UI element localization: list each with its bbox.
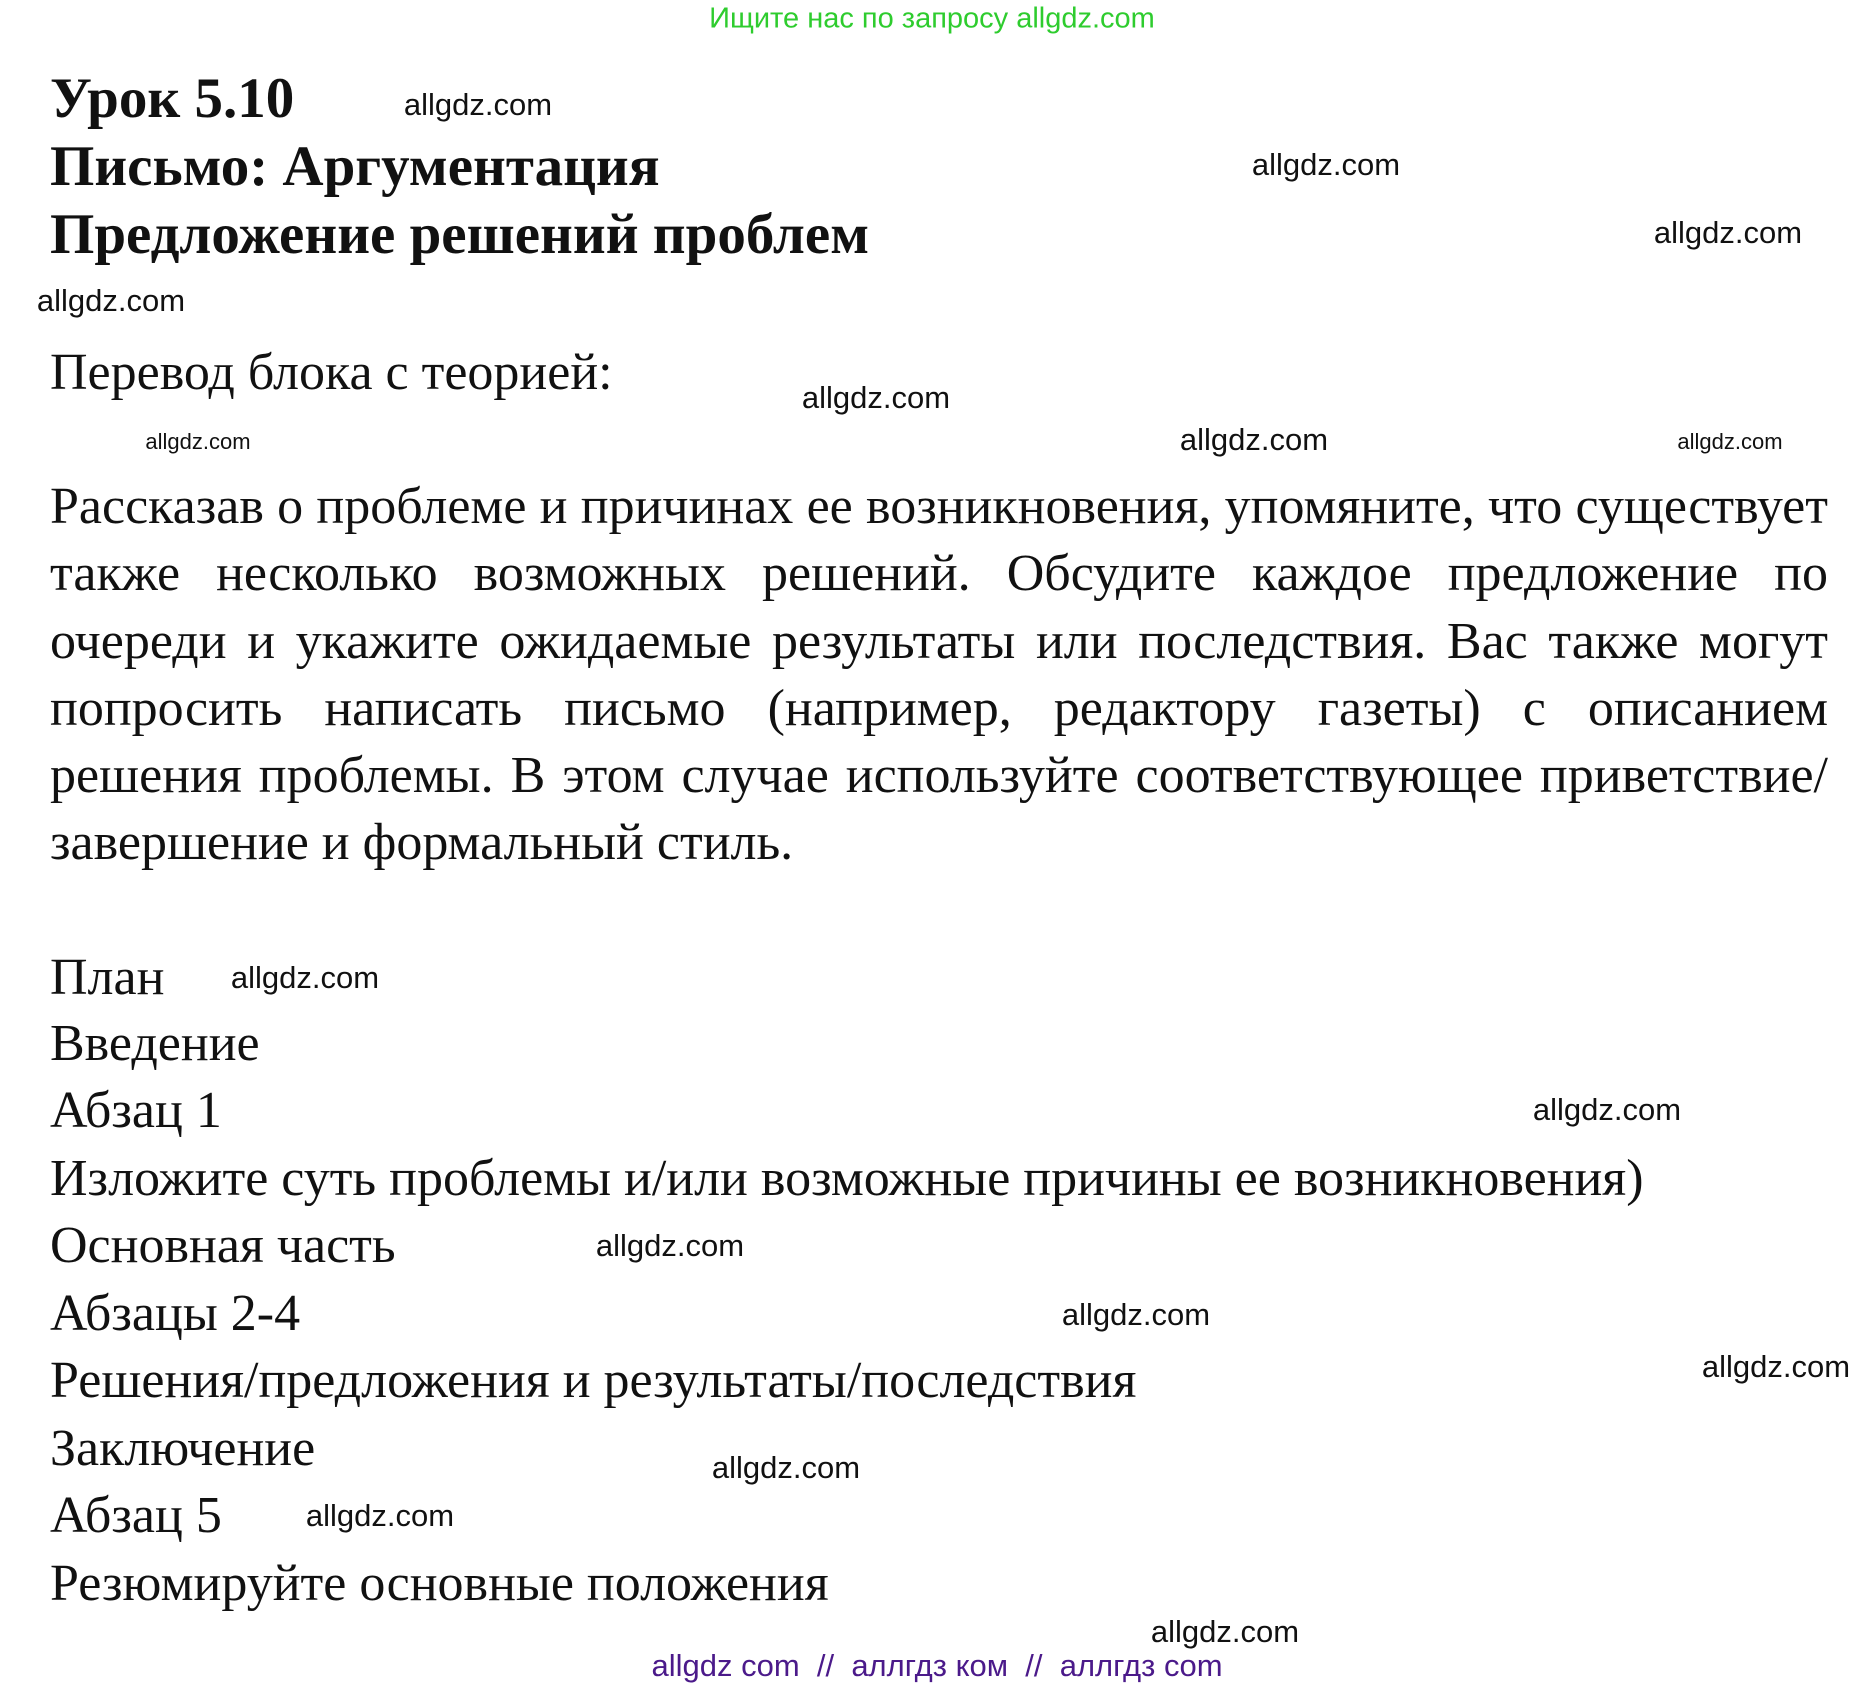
watermark: allgdz.com bbox=[1677, 429, 1783, 454]
watermark: allgdz.com bbox=[595, 1228, 745, 1263]
plan-item: Абзац 1 bbox=[50, 1082, 222, 1139]
plan-item: Введение bbox=[50, 1015, 260, 1072]
lesson-title: Урок 5.10 bbox=[50, 67, 295, 130]
watermark: allgdz.com bbox=[36, 283, 186, 318]
watermark: allgdz.com bbox=[801, 380, 951, 415]
footer-watermark: allgdz com // аллгдз ком // аллгдз com bbox=[651, 1648, 1223, 1683]
watermark: allgdz.com bbox=[1061, 1297, 1211, 1332]
topic-title: Письмо: Аргументация bbox=[50, 135, 660, 198]
search-banner: Ищите нас по запросу allgdz.com bbox=[709, 2, 1155, 35]
theory-paragraph: Рассказав о проблеме и причинах ее возникновения, упомяните, что существует также несколько возможных решений. Обсудите каждое предложение по очереди и укажите ожидаемые результаты или последствия. Вас также могут попросить написать письмо (например, редактору газеты) с описанием решения проблемы. В этом случае используйте соответствующее приветствие/завершение и формальный стиль. bbox=[50, 478, 1828, 872]
plan-item: Решения/предложения и результаты/последствия bbox=[50, 1352, 1137, 1409]
plan-title: План bbox=[50, 949, 165, 1006]
watermark: allgdz.com bbox=[711, 1450, 861, 1485]
plan-item: Основная часть bbox=[50, 1217, 396, 1274]
intro-label: Перевод блока с теорией: bbox=[50, 344, 613, 401]
plan-item: Изложите суть проблемы и/или возможные причины ее возникновения) bbox=[50, 1150, 1644, 1207]
plan-item: Абзацы 2-4 bbox=[50, 1285, 301, 1342]
plan-item: Резюмируйте основные положения bbox=[50, 1555, 829, 1612]
watermark: allgdz.com bbox=[1701, 1349, 1851, 1384]
watermark: allgdz.com bbox=[1179, 422, 1329, 457]
watermark: allgdz.com bbox=[403, 87, 553, 122]
plan-item: Заключение bbox=[50, 1420, 316, 1477]
watermark: allgdz.com bbox=[1653, 215, 1803, 250]
subtopic-title: Предложение решений проблем bbox=[50, 203, 870, 266]
watermark: allgdz.com bbox=[1251, 147, 1401, 182]
watermark: allgdz.com bbox=[145, 429, 251, 454]
watermark: allgdz.com bbox=[230, 960, 380, 995]
watermark: allgdz.com bbox=[305, 1498, 455, 1533]
watermark: allgdz.com bbox=[1150, 1614, 1300, 1649]
plan-item: Абзац 5 bbox=[50, 1487, 222, 1544]
watermark: allgdz.com bbox=[1532, 1092, 1682, 1127]
